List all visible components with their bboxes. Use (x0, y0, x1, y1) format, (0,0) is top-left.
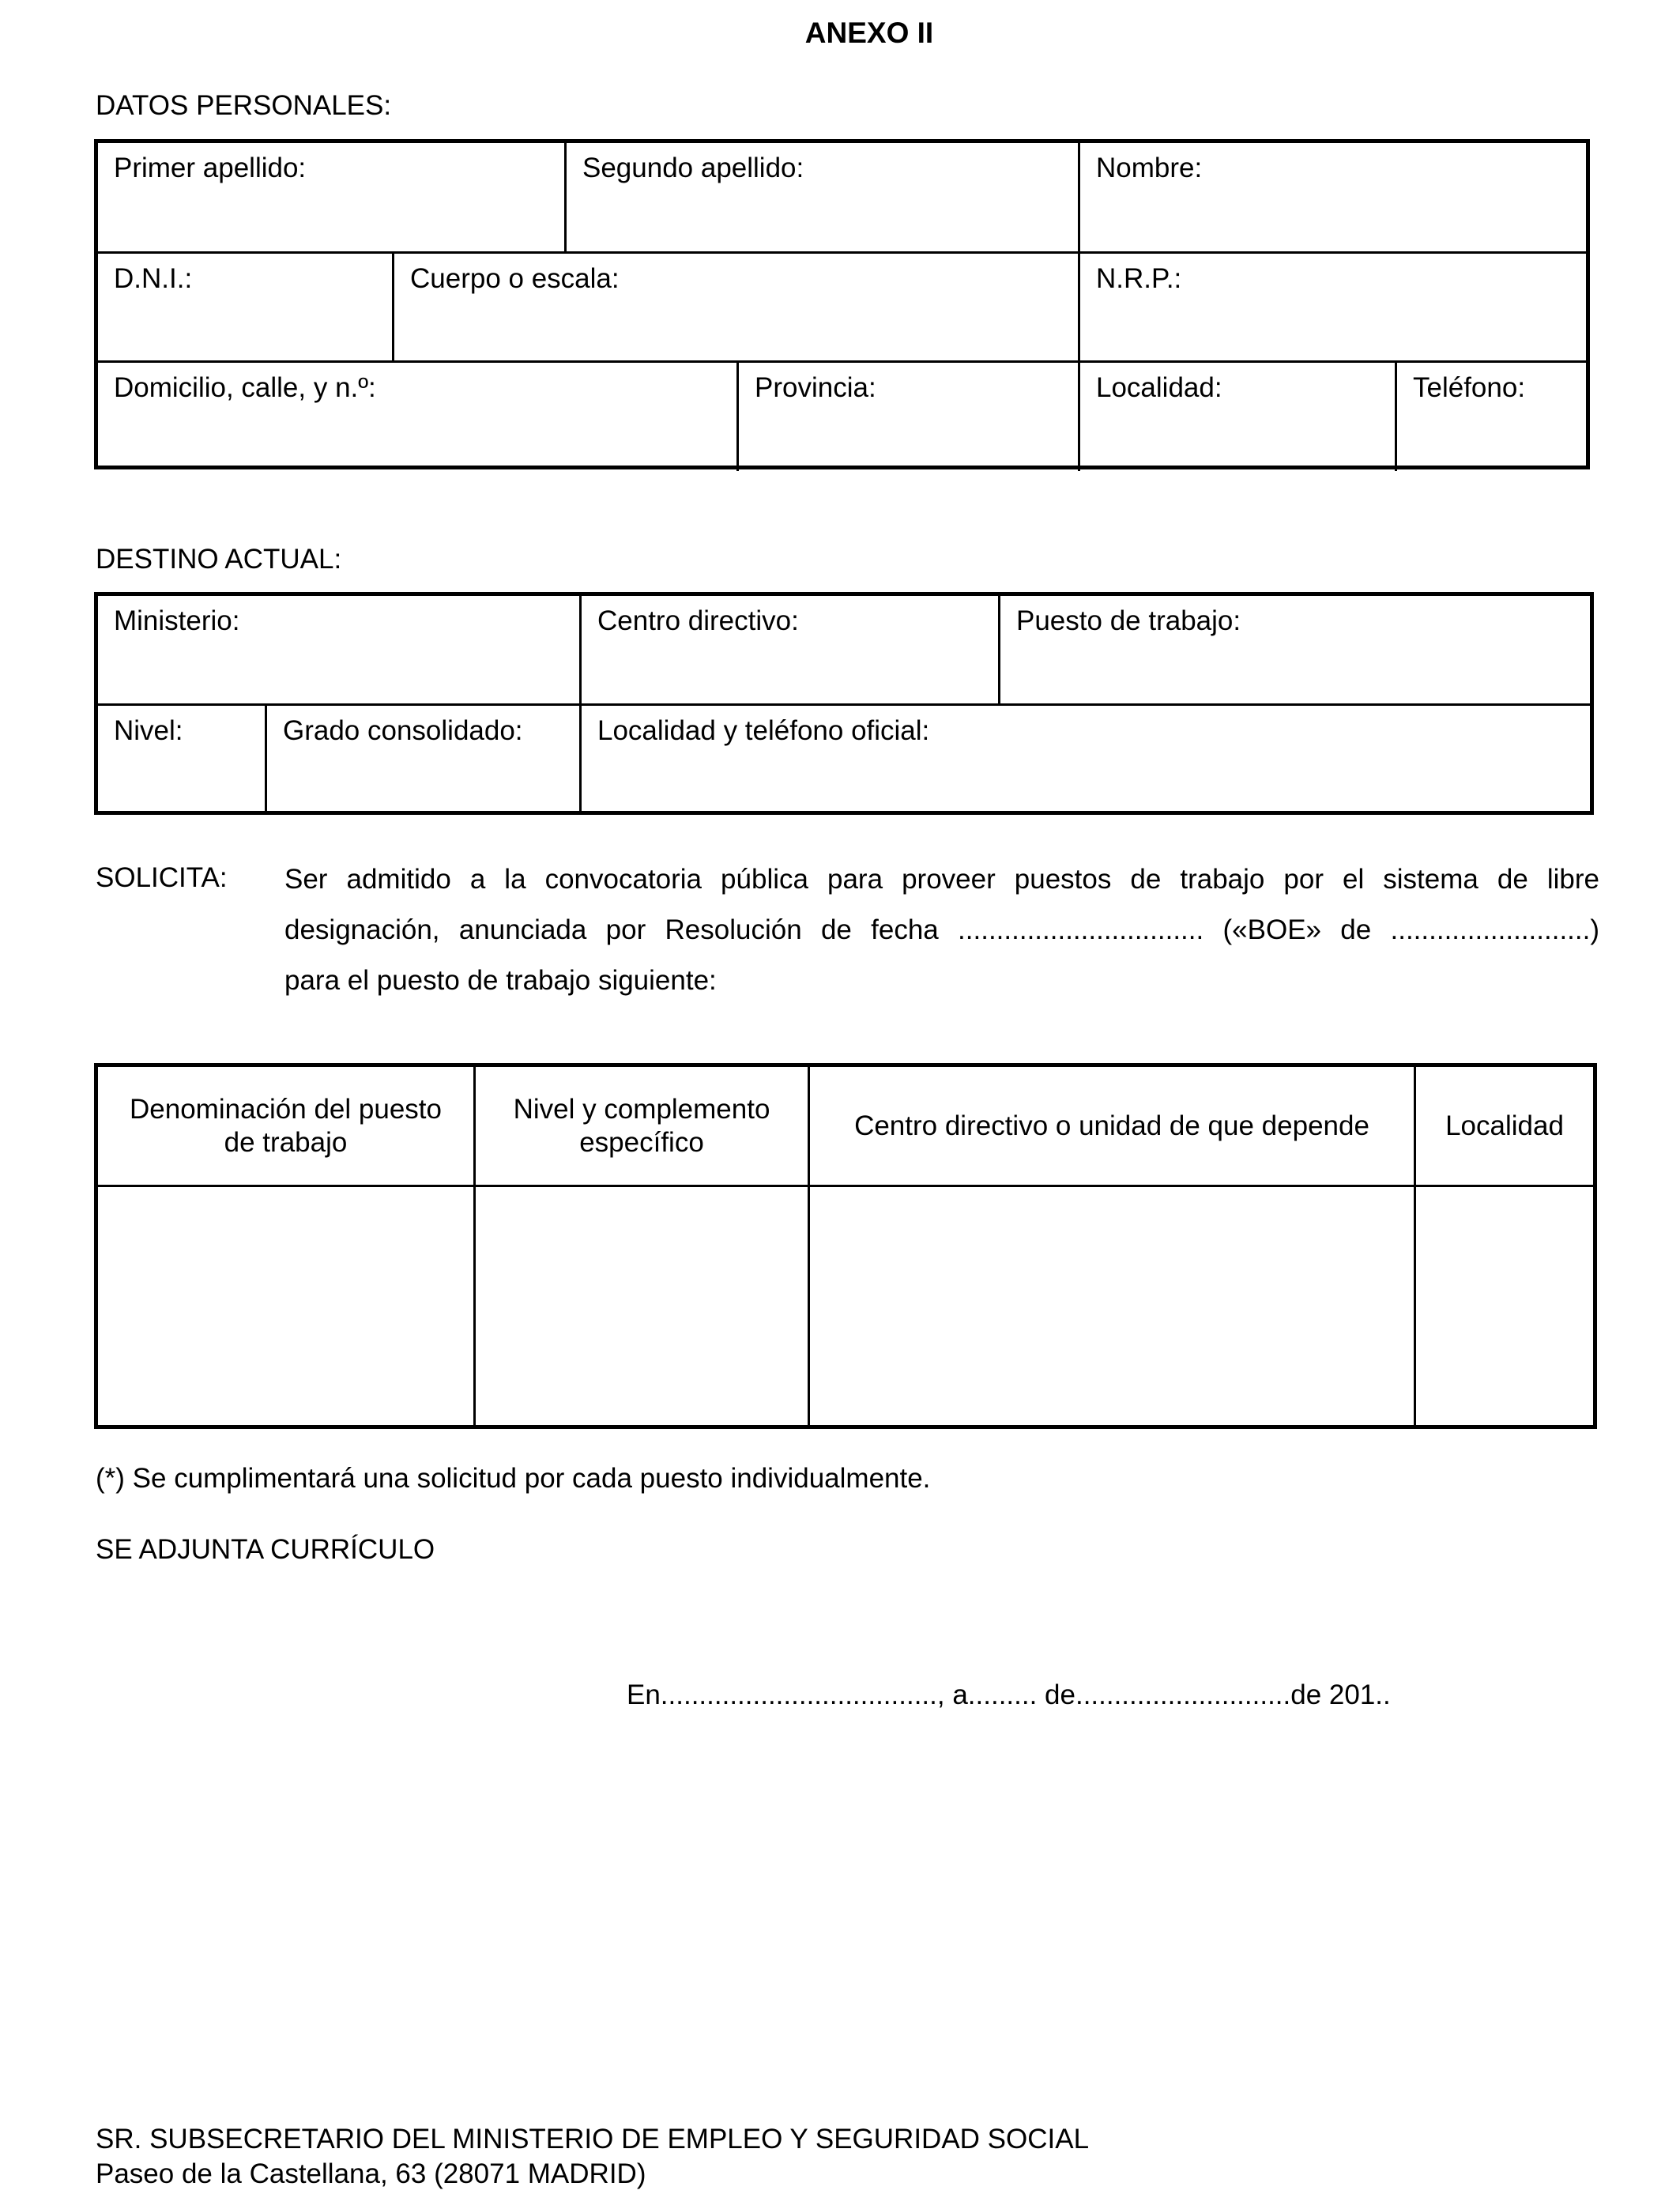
solicita-text (284, 854, 1599, 1006)
solicita-line: Ser admitido a la convocatoria pública para proveer puestos de trabajo por el sistema de libre (284, 864, 1599, 895)
nivel-field[interactable] (98, 706, 265, 812)
puesto-table (94, 1063, 1597, 1429)
page-title: ANEXO II (804, 17, 934, 49)
solicita-line: para el puesto de trabajo siguiente: (284, 965, 717, 996)
telefono-field[interactable] (1397, 363, 1586, 469)
field-label: N.R.P.: (1096, 263, 1182, 294)
field-label: Puesto de trabajo: (1016, 605, 1241, 636)
header-denominacion: Denominación del puesto de trabajo (130, 1093, 442, 1158)
ministerio-field[interactable] (98, 596, 579, 703)
solicita-label: SOLICITA: (96, 862, 228, 893)
primer-apellido-field[interactable] (98, 143, 564, 251)
centro-directivo-field[interactable] (582, 596, 998, 703)
field-label: Primer apellido: (114, 153, 307, 183)
localidad-telefono-oficial-field[interactable] (582, 706, 1590, 812)
localidad-field[interactable] (1080, 363, 1395, 469)
header-centro-directivo: Centro directivo o unidad de que depende (854, 1110, 1369, 1141)
domicilio-field[interactable] (98, 363, 736, 469)
solicita-line: designación, anunciada por Resolución de fecha ................................ («BOE» de ..........................) (284, 914, 1599, 945)
localidad-input-cell[interactable] (1416, 1187, 1593, 1425)
nivel-complemento-input-cell[interactable] (476, 1187, 808, 1425)
field-label: Nombre: (1096, 153, 1203, 183)
field-label: Domicilio, calle, y n.º: (114, 372, 376, 403)
field-label: Centro directivo: (597, 605, 799, 636)
header-localidad: Localidad (1445, 1110, 1564, 1141)
field-label: Localidad: (1096, 372, 1222, 403)
field-label: Grado consolidado: (283, 715, 523, 746)
field-label: D.N.I.: (114, 263, 193, 294)
puesto-trabajo-field[interactable] (1000, 596, 1590, 703)
field-label: Cuerpo o escala: (410, 263, 620, 294)
header-nivel-complemento: Nivel y complemento específico (513, 1093, 770, 1158)
denominacion-input-cell[interactable] (98, 1187, 473, 1425)
segundo-apellido-field[interactable] (567, 143, 1078, 251)
centro-directivo-input-cell[interactable] (810, 1187, 1414, 1425)
addressee-line: SR. SUBSECRETARIO DEL MINISTERIO DE EMPLEO Y SEGURIDAD SOCIAL (96, 2124, 1090, 2154)
nrp-field[interactable] (1080, 254, 1586, 360)
cuerpo-escala-field[interactable] (394, 254, 1078, 360)
provincia-field[interactable] (739, 363, 1078, 469)
datos-personales-table (94, 139, 1590, 469)
adjunta-curriculo: SE ADJUNTA CURRÍCULO (96, 1534, 435, 1565)
field-label: Segundo apellido: (582, 153, 804, 183)
nombre-field[interactable] (1080, 143, 1586, 251)
note-text: (*) Se cumplimentará una solicitud por cada puesto individualmente. (96, 1463, 931, 1494)
field-label: Provincia: (755, 372, 876, 403)
address-line: Paseo de la Castellana, 63 (28071 MADRID) (96, 2158, 646, 2189)
field-label: Teléfono: (1413, 372, 1526, 403)
date-place-line: En...................................., a......... de............................de 201.. (627, 1679, 1391, 1710)
datos-personales-heading: DATOS PERSONALES: (96, 90, 392, 121)
destino-actual-table (94, 592, 1594, 815)
destino-actual-heading: DESTINO ACTUAL: (96, 544, 342, 575)
grado-consolidado-field[interactable] (267, 706, 579, 812)
dni-field[interactable] (98, 254, 392, 360)
field-label: Ministerio: (114, 605, 240, 636)
field-label: Localidad y teléfono oficial: (597, 715, 930, 746)
field-label: Nivel: (114, 715, 183, 746)
